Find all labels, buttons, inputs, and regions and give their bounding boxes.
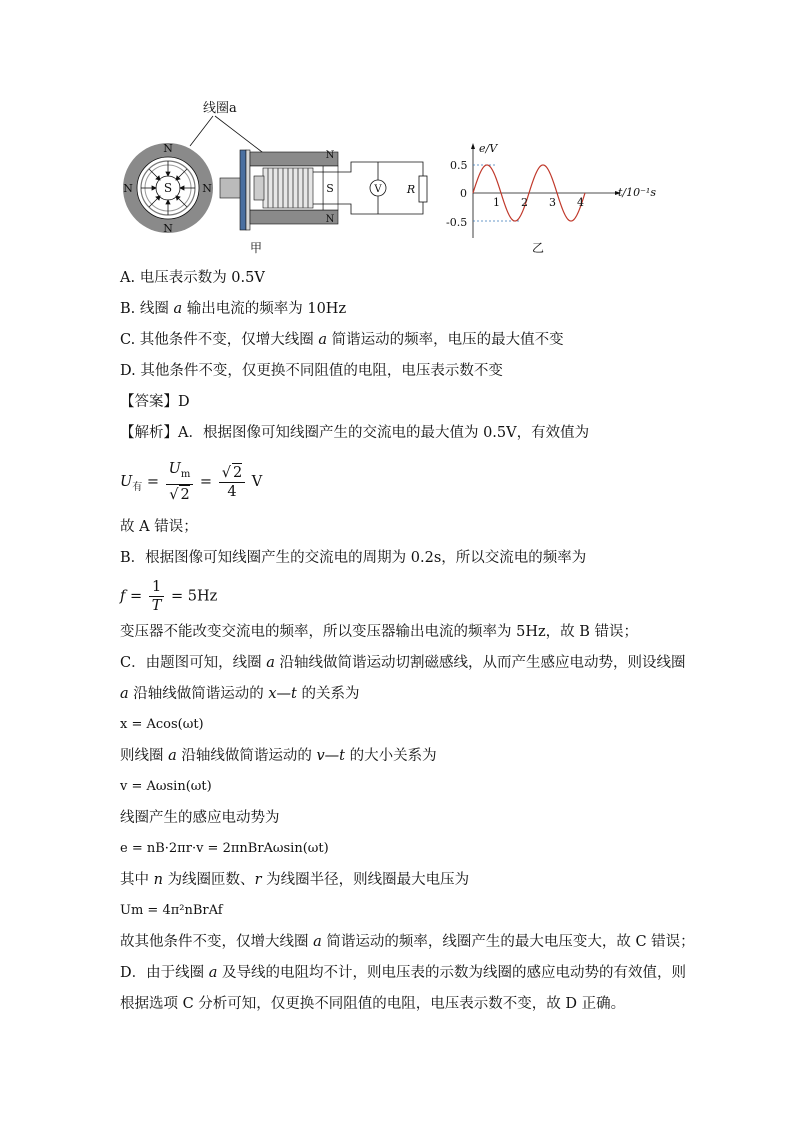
analysis-c-line5: 其中 n 为线圈匝数、r 为线圈半径，则线圈最大电压为 [120, 872, 470, 888]
analysis-c-line2: a 沿轴线做简谐运动的 x—t 的关系为 [120, 686, 360, 702]
formula-velocity: v = Aωsin(ωt) [120, 779, 212, 794]
analysis-c-line6: 故其他条件不变，仅增大线圈 a 简谐运动的频率，线圈产生的最大电压变大，故 C 错误； [120, 934, 695, 950]
svg-text:N: N [325, 214, 335, 225]
svg-text:N: N [163, 142, 173, 155]
svg-text:S: S [326, 182, 334, 195]
svg-text:R: R [406, 183, 416, 196]
svg-text:N: N [325, 150, 335, 161]
svg-text:N: N [163, 222, 173, 235]
analysis-a-conclusion: 故 A 错误； [120, 519, 198, 535]
magnet-cross-section [123, 142, 213, 235]
graph-y-label: e/V [479, 142, 498, 155]
analysis-a-intro: 【解析】A．根据图像可知线圈产生的交流电的最大值为 0.5V，有效值为 [120, 425, 590, 441]
analysis-b-conclusion: 变压器不能改变交流电的频率，所以变压器输出电流的频率为 5Hz，故 B 错误； [120, 624, 638, 640]
graph-xtick-2: 3 [549, 196, 556, 209]
svg-text:N: N [202, 182, 212, 195]
figure [118, 98, 658, 258]
svg-text:N: N [123, 182, 133, 195]
resistor-symbol [419, 176, 427, 202]
formula-effective-voltage: $U_有$ = $\frac{U_m}{√ 2}$ = $\frac{√ 2}{4}$ V [120, 461, 263, 503]
analysis-c-line3: 则线圈 a 沿轴线做简谐运动的 v—t 的大小关系为 [120, 748, 437, 764]
option-c: C. 其他条件不变，仅增大线圈 a 简谐运动的频率，电压的最大值不变 [120, 332, 564, 348]
graph-x-label: t/10⁻¹s [618, 186, 656, 199]
graph-xtick-1: 2 [521, 196, 528, 209]
analysis-d-line2: 根据选项 C 分析可知，仅更换不同阻值的电阻，电压表示数不变，故 D 正确。 [120, 996, 626, 1012]
analysis-c-line4: 线圈产生的感应电动势为 [120, 810, 280, 826]
analysis-b-intro: B．根据图像可知线圈产生的交流电的周期为 0.2s，所以交流电的频率为 [120, 550, 587, 566]
graph-xtick-0: 1 [493, 196, 500, 209]
label-jia: 甲 [250, 241, 263, 255]
option-d: D. 其他条件不变，仅更换不同阻值的电阻，电压表示数不变 [120, 363, 503, 379]
emf-graph [446, 142, 656, 238]
generator-side-view [220, 150, 427, 230]
figure-diagram [118, 98, 658, 258]
graph-ytick-1: 0 [460, 187, 467, 200]
analysis-c-line1: C．由题图可知，线圈 a 沿轴线做简谐运动切割磁感线，从而产生感应电动势，则设线圈 [120, 655, 686, 671]
answer: 【答案】D [120, 394, 190, 410]
graph-ytick-0: 0.5 [450, 159, 468, 172]
svg-text:V: V [374, 184, 382, 195]
svg-text:S: S [163, 181, 173, 195]
coil-label: 线圈a [203, 101, 237, 116]
formula-emf: e = nB·2πr·v = 2πnBrAωsin(ωt) [120, 841, 329, 856]
option-a: A. 电压表示数为 0.5V [120, 270, 265, 286]
analysis-d-line1: D．由于线圈 a 及导线的电阻均不计，则电压表的示数为线圈的感应电动势的有效值，则 [120, 965, 687, 981]
formula-displacement: x = Acos(ωt) [120, 717, 204, 732]
formula-max-voltage: Um = 4π²nBrAf [120, 903, 223, 918]
option-b: B. 线圈 a 输出电流的频率为 10Hz [120, 301, 347, 317]
formula-frequency: f = $\frac{1}{T}$ = 5Hz [120, 579, 218, 614]
graph-ytick-2: -0.5 [446, 216, 468, 229]
label-yi: 乙 [532, 241, 545, 255]
graph-xtick-3: 4 [577, 196, 584, 209]
